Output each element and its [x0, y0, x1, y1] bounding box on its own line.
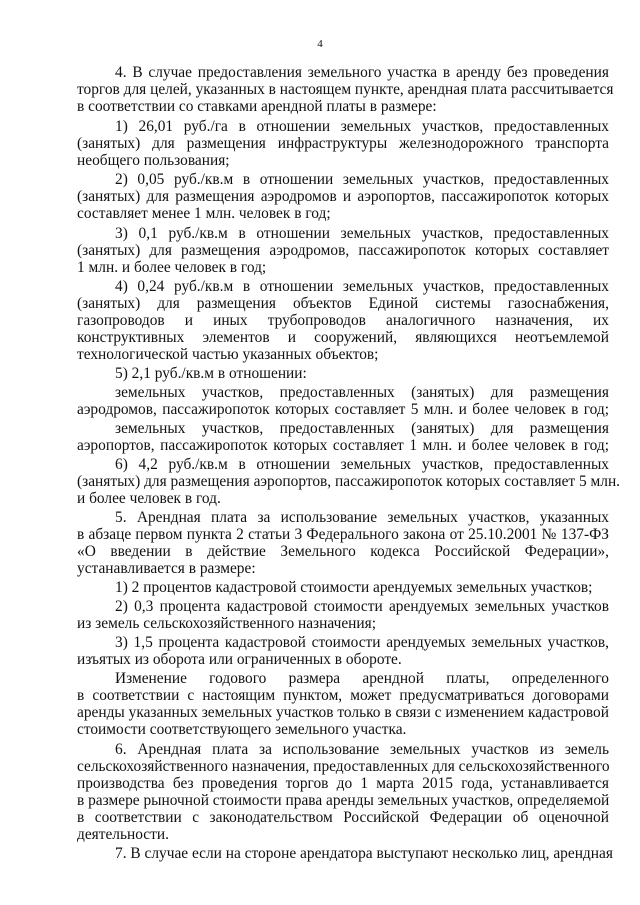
text-line: производства без проведения торгов до 1 марта 2015 года, устанавливается	[77, 775, 609, 792]
text-line: составляет менее 1 млн. человек в год;	[77, 205, 331, 222]
text-line: «О введении в действие Земельного кодекса Российской Федерации»,	[77, 543, 609, 560]
text-line: 1) 26,01 руб./га в отношении земельных участков, предоставленных	[115, 118, 609, 135]
text-line: деятельности.	[77, 826, 169, 843]
text-line: в размере рыночной стоимости права аренды земельных участков, определяемой	[77, 792, 610, 809]
text-line: аэропортов, пассажиропоток которых составляет 1 млн. и более человек в год;	[77, 437, 609, 454]
text-line: 3) 0,1 руб./кв.м в отношении земельных участков, предоставленных	[115, 225, 609, 242]
text-line: (занятых) для размещения инфраструктуры железнодорожного транспорта	[77, 135, 609, 152]
text-line: 6) 4,2 руб./кв.м в отношении земельных участков, предоставленных	[115, 456, 609, 473]
text-line: 1) 2 процентов кадастровой стоимости арендуемых земельных участков;	[115, 579, 593, 596]
text-line: торгов для целей, указанных в настоящем пункте, арендная плата рассчитывается	[77, 81, 614, 98]
text-line: 6. Арендная плата за использование земельных участков из земель	[115, 741, 609, 758]
text-line: 5) 2,1 руб./кв.м в отношении:	[115, 365, 307, 382]
text-line: (занятых) для размещения аэродромов, пассажиропоток которых составляет	[77, 242, 609, 259]
text-line: 2) 0,3 процента кадастровой стоимости арендуемых земельных участков	[115, 598, 609, 615]
text-line: аэродромов, пассажиропоток которых составляет 5 млн. и более человек в год;	[77, 401, 609, 418]
text-line: 4. В случае предоставления земельного участка в аренду без проведения	[115, 64, 609, 81]
text-line: и более человек в год.	[77, 490, 221, 507]
text-line: изъятых из оборота или ограниченных в обороте.	[77, 651, 402, 668]
text-line: 7. В случае если на стороне арендатора выступают несколько лиц, арендная	[115, 845, 613, 862]
text-line: 1 млн. и более человек в год;	[77, 259, 267, 276]
text-line: в соответствии со ставками арендной платы в размере:	[77, 98, 437, 115]
text-line: устанавливается в размере:	[77, 560, 256, 577]
text-line: в абзаце первом пункта 2 статьи 3 Федерального закона от 25.10.2001 № 137-ФЗ	[77, 526, 609, 543]
text-line: сельскохозяйственного назначения, предоставленных для сельскохозяйственного	[77, 758, 610, 775]
text-line: в соответствии с законодательством Российской Федерации об оценочной	[77, 809, 609, 826]
text-line: стоимости соответствующего земельного участка.	[77, 721, 407, 738]
text-line: в соответствии с настоящим пунктом, может предусматриваться договорами	[77, 687, 609, 704]
text-line: газопроводов и иных трубопроводов аналогичного назначения, их	[77, 312, 609, 329]
text-line: 4) 0,24 руб./кв.м в отношении земельных участков, предоставленных	[115, 278, 609, 295]
text-line: (занятых) для размещения объектов Единой системы газоснабжения,	[77, 295, 609, 312]
text-line: (занятых) для размещения аэропортов, пассажиропоток которых составляет 5 млн.	[77, 473, 621, 490]
text-line: аренды указанных земельных участков только в связи с изменением кадастровой	[77, 704, 609, 721]
text-line: 3) 1,5 процента кадастровой стоимости арендуемых земельных участков,	[115, 634, 609, 651]
text-line: необщего пользования;	[77, 152, 230, 169]
page-number: 4	[317, 38, 323, 50]
text-line: земельных участков, предоставленных (занятых) для размещения	[115, 420, 609, 437]
text-line: технологической частью указанных объектов;	[77, 346, 379, 363]
text-line: 5. Арендная плата за использование земельных участков, указанных	[115, 509, 609, 526]
text-line: земельных участков, предоставленных (занятых) для размещения	[115, 384, 609, 401]
text-line: Изменение годового размера арендной платы, определенного	[115, 670, 609, 687]
text-line: из земель сельскохозяйственного назначения;	[77, 615, 376, 632]
text-line: конструктивных элементов и сооружений, являющихся неотъемлемой	[77, 329, 609, 346]
text-line: 2) 0,05 руб./кв.м в отношении земельных участков, предоставленных	[115, 171, 609, 188]
text-line: (занятых) для размещения аэродромов и аэропортов, пассажиропоток которых	[77, 188, 609, 205]
